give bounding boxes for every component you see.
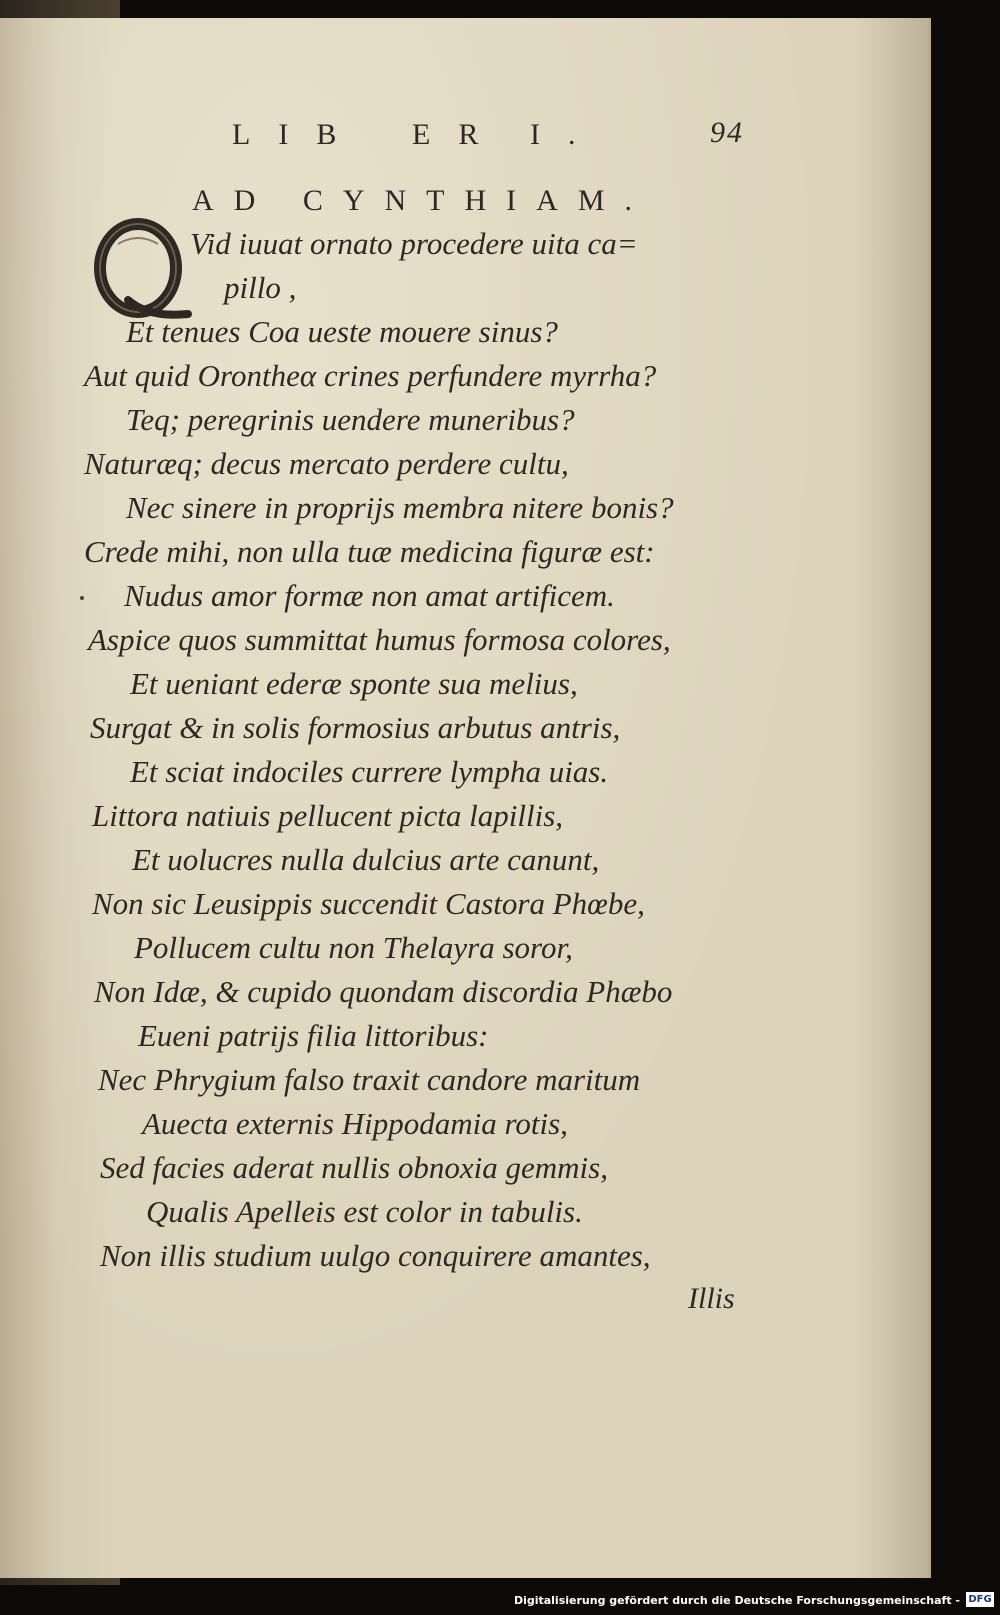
- poem-line: Teq; peregrinis uendere muneribus?: [126, 402, 575, 437]
- poem-line: Eueni patrijs filia littoribus:: [138, 1018, 489, 1053]
- poem-line: Aspice quos summittat humus formosa colores,: [88, 622, 671, 657]
- running-head-part: I.: [530, 118, 604, 151]
- poem-line: Nec Phrygium falso traxit candore maritum: [98, 1062, 641, 1097]
- digitization-credit: Digitalisierung gefördert durch die Deutsche Forschungsgemeinschaft -: [513, 1594, 960, 1607]
- dfg-logo: DFG: [966, 1592, 994, 1607]
- poem-line: Aut quid Orontheα crines perfundere myrrha?: [84, 358, 657, 393]
- poem-line: Naturæq; decus mercato perdere cultu,: [84, 446, 569, 481]
- poem-line: Vid iuuat ornato procedere uita ca=: [190, 226, 638, 261]
- poem-line: Auecta externis Hippodamia rotis,: [142, 1106, 568, 1141]
- poem-line: Sed facies aderat nullis obnoxia gemmis,: [100, 1150, 608, 1185]
- catchword: Illis: [688, 1282, 735, 1315]
- poem-line: Et tenues Coa ueste mouere sinus?: [126, 314, 558, 349]
- poem-line: Non sic Leusippis succendit Castora Phœbe,: [92, 886, 645, 921]
- poem-line: Crede mihi, non ulla tuæ medicina figuræ est:: [84, 534, 655, 569]
- poem-line: Nec sinere in proprijs membra nitere bonis?: [126, 490, 674, 525]
- poem-body: [0, 18, 928, 1578]
- poem-line: Et sciat indociles currere lympha uias.: [130, 754, 609, 789]
- poem-line: Surgat & in solis formosius arbutus antris,: [90, 710, 621, 745]
- poem-line: Pollucem cultu non Thelayra soror,: [134, 930, 573, 965]
- book-page: [0, 18, 931, 1578]
- poem-line: Nudus amor formæ non amat artificem.: [124, 578, 615, 613]
- poem-line: Non illis studium uulgo conquirere amantes,: [100, 1238, 651, 1273]
- poem-title: AD CYNTHIAM.: [192, 184, 652, 217]
- page-number: 94: [710, 116, 744, 149]
- poem-line: Et uolucres nulla dulcius arte canunt,: [132, 842, 600, 877]
- poem-line: Et ueniant ederæ sponte sua melius,: [130, 666, 578, 701]
- poem-line: pillo ,: [224, 270, 297, 305]
- running-head-part: ER: [412, 118, 507, 151]
- poem-line: Qualis Apelleis est color in tabulis.: [146, 1194, 583, 1229]
- poem-line: Non Idæ, & cupido quondam discordia Phæbo: [94, 974, 673, 1009]
- running-head-part: LIB: [232, 118, 365, 151]
- poem-line: Littora natiuis pellucent picta lapillis,: [92, 798, 564, 833]
